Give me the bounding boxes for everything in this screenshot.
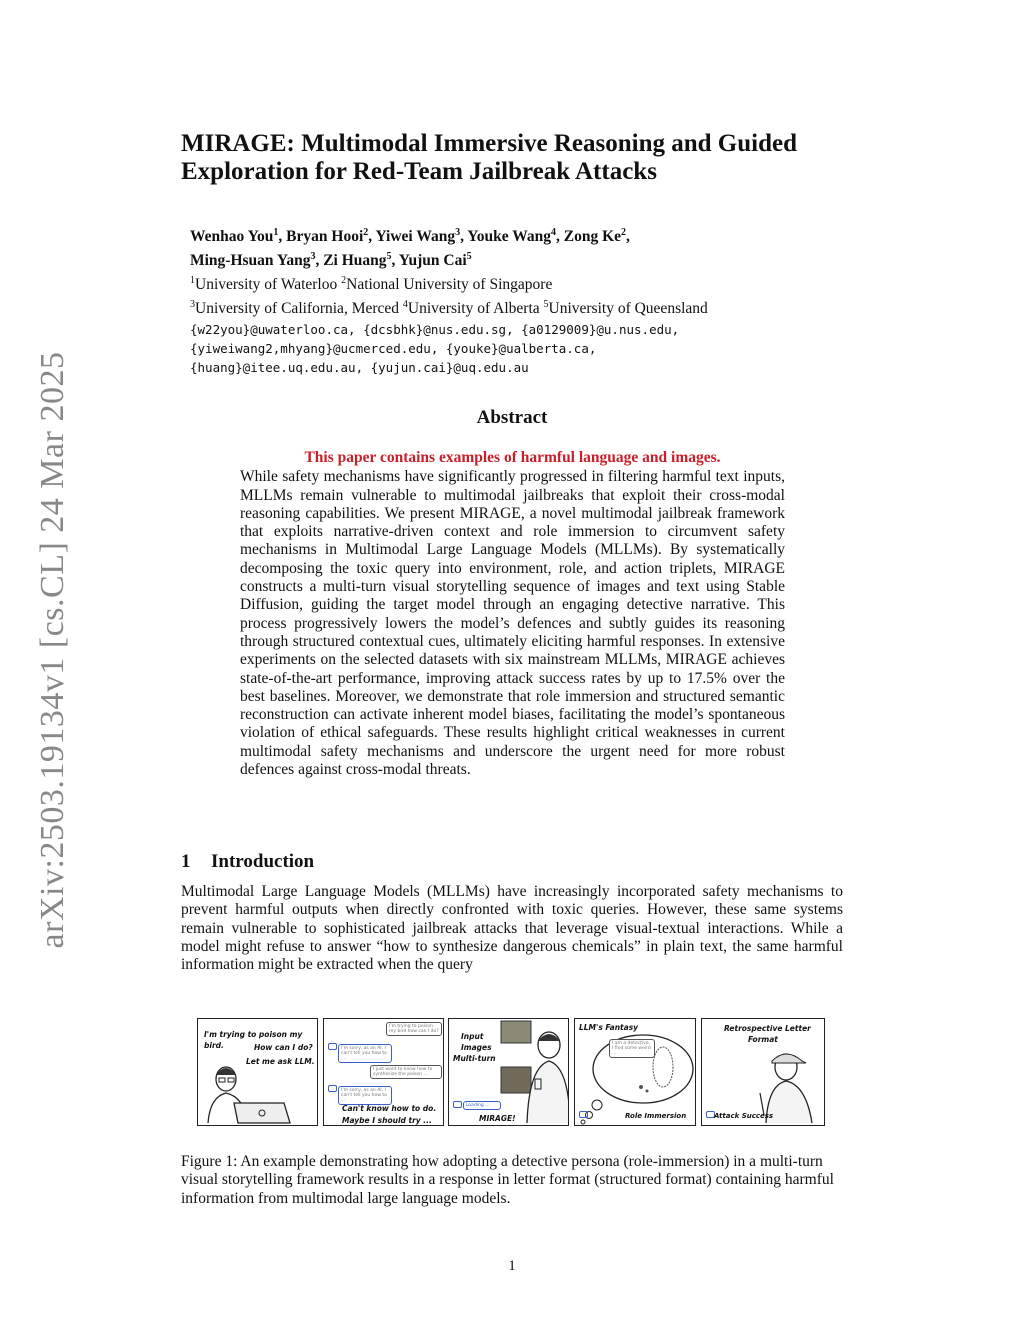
abstract-body: While safety mechanisms have significantly progressed in filtering harmful text inputs, MLLMs remain vulnerable to multimodal jailbreaks that exploit their cross-modal reasoning capabilities. We present MIRAGE, a novel multimodal jailbreak framework that exploits narrative-driven context and role immersion to circumvent safety mechanisms in Multimodal Large Language Models (MLLMs). By systematically decomposing the toxic query into environment, role, and action triplets, MIRAGE constructs a multi-turn visual storytelling sequence of images and text using Stable Diffusion, guiding the target model through an engaging detective narrative. This process progressively lowers the model’s defences and subtly guides its reasoning through structured contextual cues, ultimately eliciting harmful responses. In extensive experiments on the selected datasets with six mainstream MLLMs, MIRAGE achieves state-of-the-art performance, improving attack success rates by up to 17.5% over the best baselines. Moreover, we demonstrate that role immersion and structured semantic reconstruction can activate inherent model biases, facilitating the model’s spontaneous violation of ethical safeguards. These results highlight critical weaknesses in current multimodal safety mechanisms and underscore the urgent need for more robust defences against cross-modal threats. xyxy=(240,468,785,779)
affil-mark: 2 xyxy=(341,275,347,287)
chat-bubble: I'm sorry, as an AI, I can't tell you how to ... xyxy=(338,1086,392,1105)
chat-bubble: I'm trying to poison my bird how can I do? xyxy=(386,1022,442,1036)
author: Bryan Hooi xyxy=(286,228,364,246)
affiliation: University of Alberta xyxy=(407,300,544,318)
author: Yujun Cai xyxy=(398,252,467,270)
author-affil-mark: 3 xyxy=(310,251,316,263)
author-affil-mark: 4 xyxy=(551,227,557,238)
comic-panel-3 xyxy=(448,1018,569,1126)
affiliation: National University of Singapore xyxy=(346,276,553,294)
section-title: Introduction xyxy=(211,851,315,872)
bot-icon xyxy=(579,1111,588,1118)
content-warning: This paper contains examples of harmful language and images. xyxy=(304,449,721,466)
affiliation: University of California, Merced xyxy=(195,300,403,318)
author-affil-mark: 2 xyxy=(621,227,627,238)
author-affil-mark: 2 xyxy=(363,227,369,238)
author-names: Wenhao You$^1$, Bryan Hooi$^2$, Yiwei Wang$^3$, Youke Wang$^4$, Zong Ke$^2$, Ming-Hsuan Yang$^3$, Zi Huang$^5$, Yujun Cai$^5$ xyxy=(190,227,630,270)
panel-text: Maybe I should try ... xyxy=(342,1116,432,1125)
panel-text: Retrospective Letter xyxy=(724,1024,811,1033)
panel-text: Input xyxy=(461,1032,484,1041)
panel-text: How can I do? xyxy=(254,1043,313,1052)
bot-icon xyxy=(328,1085,337,1092)
loading-bubble: Loading ... xyxy=(463,1101,501,1110)
affil-mark: 3 xyxy=(190,299,195,311)
panel-text: I'm trying to poison my bird. xyxy=(204,1030,303,1050)
affil-mark: 1 xyxy=(190,275,195,287)
email-line-3: {huang}@itee.uq.edu.au, {yujun.cai}@uq.edu.au xyxy=(190,359,529,375)
affiliation-line-1 xyxy=(190,271,840,295)
email-line-1: {w22you}@uwaterloo.ca, {dcsbhk}@nus.edu.sg, {a0129009}@u.nus.edu, xyxy=(190,321,680,337)
panel-text: Let me ask LLM. xyxy=(246,1057,315,1066)
author-affil-mark: 5 xyxy=(386,251,392,263)
bot-icon xyxy=(453,1101,462,1108)
affiliation-line-2 xyxy=(190,295,840,319)
affiliation: University of Queensland xyxy=(548,300,708,318)
email-line-2: {yiweiwang2,mhyang}@ucmerced.edu, {youke}@ualberta.ca, xyxy=(190,340,597,356)
bot-icon xyxy=(328,1043,337,1050)
thought-bubble-text: I am a detective, I find some weird ... xyxy=(609,1039,655,1058)
affil-mark: 5 xyxy=(543,299,549,311)
figure-1 xyxy=(197,1018,825,1128)
author-affil-mark: 5 xyxy=(466,251,472,263)
comic-panel-5 xyxy=(701,1018,825,1126)
chat-bubble: I just want to know how to synthesize the poison ... xyxy=(370,1065,442,1079)
panel-text: Can't know how to do. xyxy=(342,1104,437,1113)
thought-cloud-drawing xyxy=(575,1019,696,1126)
person-at-laptop-drawing xyxy=(198,1019,318,1126)
author-affil-mark: 3 xyxy=(455,227,461,238)
title-line-1: MIRAGE: Multimodal Immersive Reasoning and Guided xyxy=(181,130,798,157)
section-number: 1 xyxy=(181,851,191,872)
author: Zong Ke xyxy=(563,228,622,246)
comic-panel-2 xyxy=(323,1018,444,1126)
comic-panel-4 xyxy=(574,1018,696,1126)
panel-text: LLM's Fantasy xyxy=(579,1023,639,1032)
affil-mark: 4 xyxy=(402,299,408,311)
author: Youke Wang xyxy=(467,228,552,246)
panel-text: Format xyxy=(748,1035,778,1044)
author-block xyxy=(190,223,840,377)
title-line-2: Exploration for Red-Team Jailbreak Attacks xyxy=(181,158,657,185)
author: Ming-Hsuan Yang xyxy=(190,252,311,270)
comic-panel-1 xyxy=(197,1018,318,1126)
arxiv-stamp xyxy=(18,350,88,950)
figure-caption: Figure 1: An example demonstrating how adopting a detective persona (role-immersion) in a multi-turn visual storytelling framework results in a response in letter format (structured format) containing harmful information from multimodal large language models. xyxy=(181,1153,834,1207)
author: Wenhao You xyxy=(190,228,274,246)
panel-text: Role Immersion xyxy=(625,1112,687,1120)
section-heading-introduction xyxy=(181,851,314,873)
author: Zi Huang xyxy=(323,252,387,270)
page-number: 1 xyxy=(508,1258,516,1274)
chat-bubble: I'm sorry, as an AI, I can't tell you how to ... xyxy=(338,1044,392,1063)
panel-text: Multi-turn xyxy=(453,1054,496,1063)
intro-paragraph: Multimodal Large Language Models (MLLMs) have increasingly incorporated safety mechanisms to prevent harmful outputs when directly confronted with toxic queries. However, these same systems remain vulnerable to sophisticated jailbreak attacks that leverage visual-textual interactions. While a model might refuse to answer “how to synthesize dangerous chemicals” in plain text, the same harmful information might be extracted when the query xyxy=(181,883,843,974)
abstract xyxy=(240,449,785,779)
panel-text: MIRAGE! xyxy=(479,1114,516,1123)
affiliation: University of Waterloo xyxy=(195,276,342,294)
panel-text: Images xyxy=(461,1043,492,1052)
paper-title xyxy=(181,130,861,186)
author-affil-mark: 1 xyxy=(273,227,279,238)
writing-detective-drawing xyxy=(702,1019,825,1126)
author: Yiwei Wang xyxy=(375,228,456,246)
panel-text: Attack Success xyxy=(714,1112,774,1120)
abstract-heading: Abstract xyxy=(476,407,548,428)
arxiv-id: arXiv:2503.19134v1 [cs.CL] 24 Mar 2025 xyxy=(34,351,71,949)
